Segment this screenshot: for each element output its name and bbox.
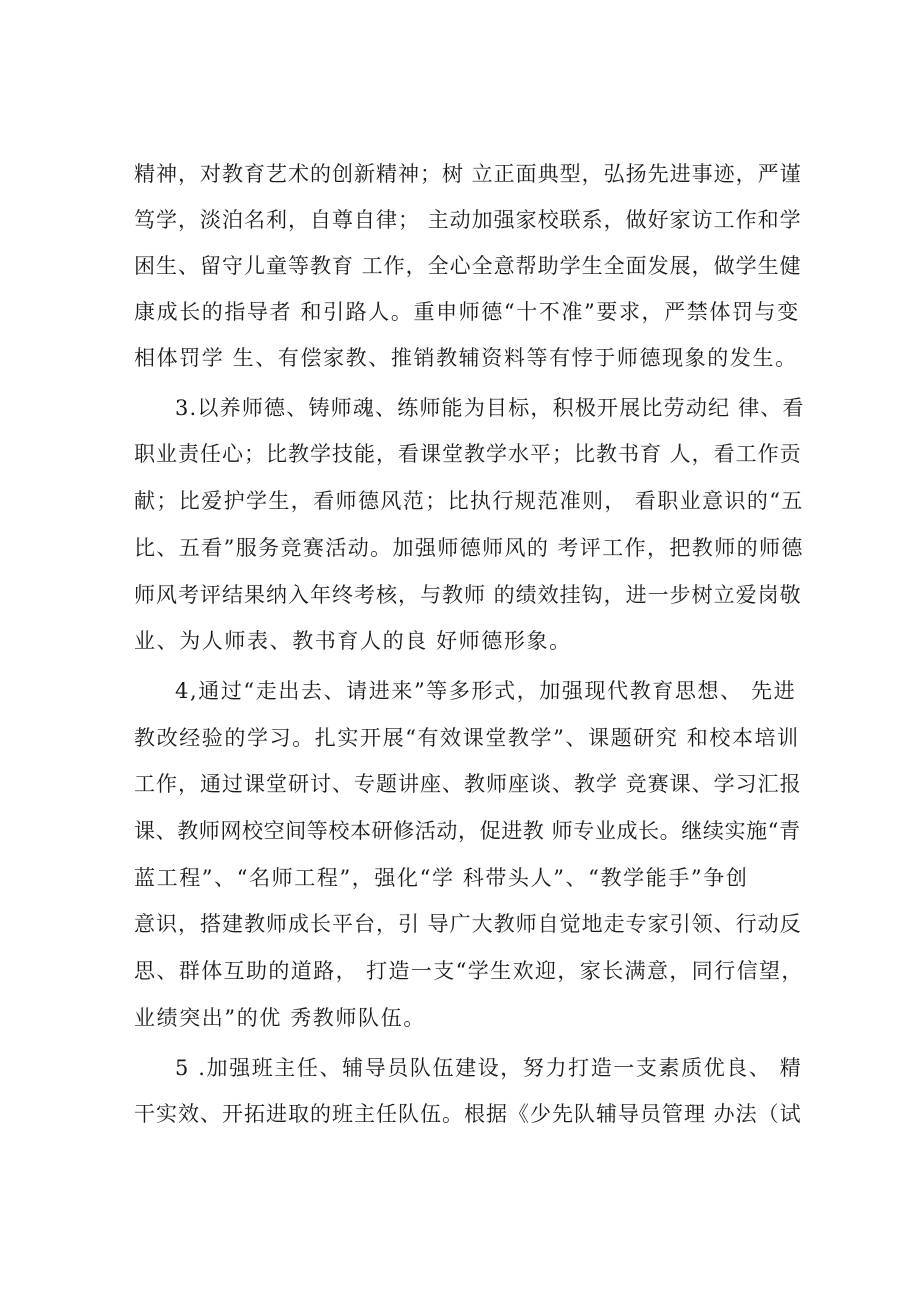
- text-line: 教改经验的学习。扎实开展“有效课堂教学”、课题研究 和校本培训: [134, 726, 800, 750]
- text-line: 意识，搭建教师成长平台，引 导广大教师自觉地走专家引领、行动反: [134, 912, 802, 936]
- text-line: 思、群体互助的道路， 打造一支“学生欢迎，家长满意，同行信望，: [134, 959, 804, 983]
- text-line: 工作，通过课堂研讨、专题讲座、教师座谈、教学 竞赛课、学习汇报: [134, 772, 802, 796]
- text-line: 干实效、开拓进取的班主任队伍。根据《少先队辅导员管理 办法（试: [134, 1102, 802, 1126]
- text-line: 献；比爱护学生，看师德风范；比执行规范准则， 看职业意识的“五: [134, 489, 804, 513]
- text-line: 职业责任心；比教学技能，看课堂教学水平；比教书育 人，看工作贡: [134, 442, 802, 466]
- paragraph-3-start: 3.以养师德、铸师魂、练师能为目标，积极开展比劳动纪 律、看: [175, 396, 805, 420]
- text-line: 课、教师网校空间等校本研修活动，促进教 师专业成长。继续实施“青: [134, 819, 801, 843]
- paragraph-4-start: 4,通过“走出去、请进来”等多形式，加强现代教育思想、 先进: [175, 679, 797, 703]
- text-line: 业、为人师表、教书育人的良 好师德形象。: [134, 629, 572, 653]
- text-line: 精神，对教育艺术的创新精神；树 立正面典型，弘扬先进事迹，严谨: [134, 162, 802, 186]
- text-line: 相体罚学 生、有偿家教、推销教辅资料等有悖于师德现象的发生。: [134, 346, 798, 370]
- text-line: 比、五看”服务竞赛活动。加强师德师风的 考评工作，把教师的师德: [134, 536, 804, 560]
- text-line: 困生、留守儿童等教育 工作，全心全意帮助学生全面发展，做学生健: [134, 254, 802, 278]
- paragraph-5-start: 5 .加强班主任、辅导员队伍建设，努力打造一支素质优良、 精: [175, 1056, 803, 1080]
- text-line: 蓝工程”、“名师工程”，强化“学 科带头人”、“教学能手”争创: [134, 866, 749, 890]
- text-line: 业绩突出”的优 秀教师队伍。: [134, 1006, 426, 1030]
- text-line: 康成长的指导者 和引路人。重申师德“十不准”要求，严禁体罚与变: [134, 300, 800, 324]
- text-line: 笃学，淡泊名利，自尊自律； 主动加强家校联系，做好家访工作和学: [134, 208, 802, 232]
- text-line: 师风考评结果纳入年终考核，与教师 的绩效挂钩，进一步树立爱岗敬: [134, 583, 802, 607]
